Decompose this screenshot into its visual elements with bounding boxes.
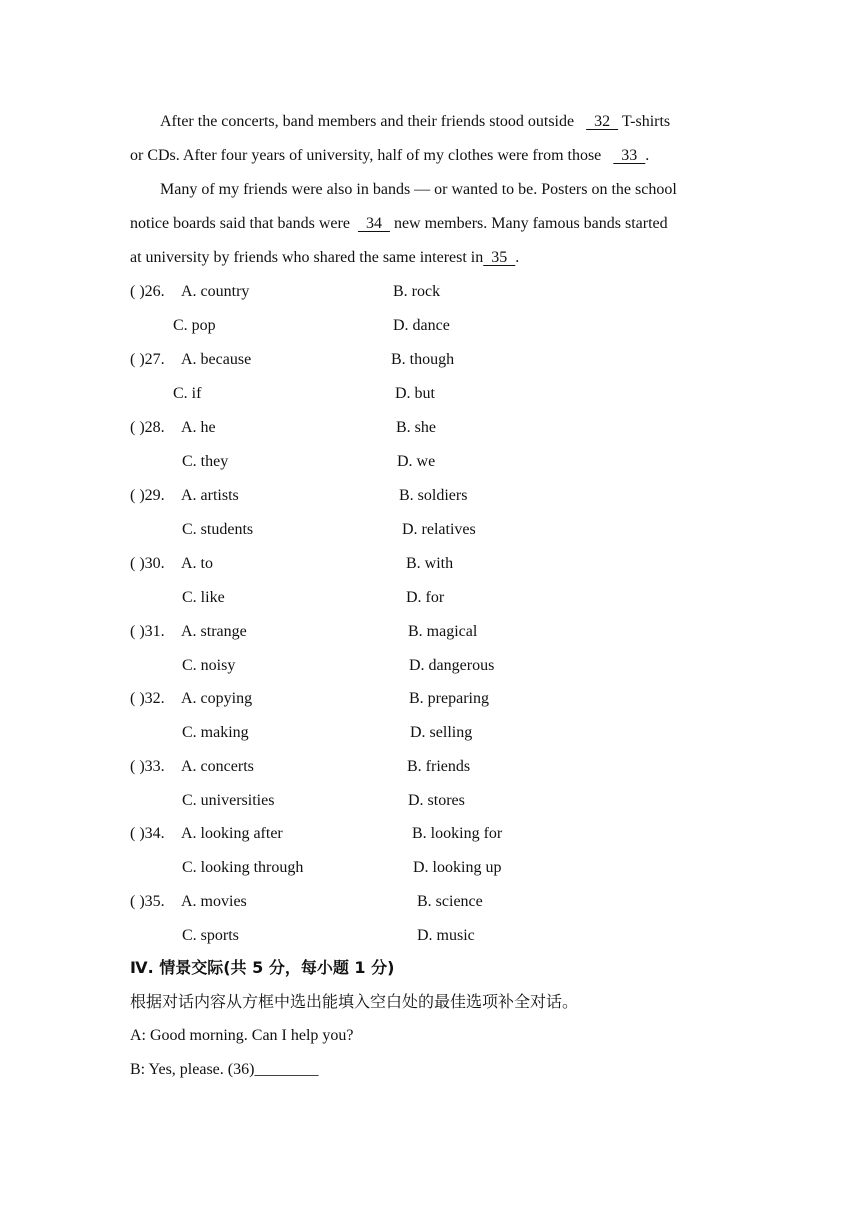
question-33-number: ( )33. — [130, 758, 165, 775]
question-34-option-a: A. looking after — [181, 825, 283, 842]
blank-34: 34 — [357, 215, 390, 232]
question-29-option-c: C. students — [182, 521, 254, 538]
question-30-option-b: B. with — [406, 555, 454, 572]
passage-text: . — [515, 249, 520, 266]
question-32-option-d: D. selling — [410, 724, 473, 741]
question-27-option-a: A. because — [181, 351, 252, 368]
question-32-option-a: A. copying — [181, 690, 253, 707]
passage-text: After the concerts, band members and their friends stood outside — [160, 113, 575, 130]
question-32-option-b: B. preparing — [409, 690, 489, 707]
passage-text: Many of my friends were also in bands — or wanted to be. Posters on the school — [160, 181, 677, 198]
passage-line-4 — [130, 214, 668, 234]
question-31-option-a: A. strange — [181, 623, 247, 640]
section-4-heading: Ⅳ. 情景交际(共 5 分，每小题 1 分) — [130, 958, 395, 977]
passage-line-3 — [160, 180, 677, 200]
question-29-number: ( )29. — [130, 487, 165, 504]
passage-line-1 — [160, 112, 670, 132]
passage-text: . — [645, 147, 650, 164]
question-30-option-d: D. for — [406, 589, 445, 606]
passage-text: or CDs. After four years of university, half of my clothes were from those — [130, 147, 602, 164]
question-27-option-c: C. if — [173, 385, 202, 402]
question-28-option-b: B. she — [396, 419, 436, 436]
question-27-number: ( )27. — [130, 351, 165, 368]
question-26-option-b: B. rock — [393, 283, 441, 300]
question-26-option-d: D. dance — [393, 317, 450, 334]
question-35-number: ( )35. — [130, 893, 165, 910]
passage-text: T-shirts — [621, 113, 671, 130]
question-28-number: ( )28. — [130, 419, 165, 436]
section-4-instruction: 根据对话内容从方框中选出能填入空白处的最佳选项补全对话。 — [130, 992, 579, 1011]
question-32-option-c: C. making — [182, 724, 249, 741]
question-26-number: ( )26. — [130, 283, 165, 300]
blank-32: 32 — [586, 113, 619, 130]
question-34-option-d: D. looking up — [413, 859, 502, 876]
question-31-option-b: B. magical — [408, 623, 478, 640]
question-29-option-b: B. soldiers — [399, 487, 468, 504]
blank-33: 33 — [613, 147, 646, 164]
question-27-option-d: D. but — [395, 385, 435, 402]
question-28-option-d: D. we — [397, 453, 436, 470]
question-26-option-a: A. country — [181, 283, 250, 300]
question-28-option-a: A. he — [181, 419, 216, 436]
question-33-option-a: A. concerts — [181, 758, 254, 775]
dialogue-line-b: B: Yes, please. (36)________ — [130, 1061, 319, 1078]
question-30-number: ( )30. — [130, 555, 165, 572]
question-30-option-c: C. like — [182, 589, 225, 606]
passage-text: notice boards said that bands were — [130, 215, 350, 232]
question-28-option-c: C. they — [182, 453, 229, 470]
passage-text: new members. Many famous bands started — [393, 215, 668, 232]
blank-35: 35 — [483, 249, 516, 266]
question-33-option-b: B. friends — [407, 758, 471, 775]
question-30-option-a: A. to — [181, 555, 213, 572]
question-31-number: ( )31. — [130, 623, 165, 640]
question-33-option-c: C. universities — [182, 792, 275, 809]
question-35-option-c: C. sports — [182, 927, 239, 944]
question-35-option-a: A. movies — [181, 893, 247, 910]
question-29-option-a: A. artists — [181, 487, 239, 504]
question-33-option-d: D. stores — [408, 792, 465, 809]
question-35-option-d: D. music — [417, 927, 475, 944]
question-34-number: ( )34. — [130, 825, 165, 842]
passage-line-2 — [130, 146, 649, 166]
question-29-option-d: D. relatives — [402, 521, 476, 538]
question-32-number: ( )32. — [130, 690, 165, 707]
passage-line-5 — [130, 248, 519, 268]
passage-text: at university by friends who shared the same interest in — [130, 249, 484, 266]
question-27-option-b: B. though — [391, 351, 455, 368]
question-34-option-b: B. looking for — [412, 825, 503, 842]
dialogue-line-a: A: Good morning. Can I help you? — [130, 1027, 354, 1044]
question-31-option-c: C. noisy — [182, 657, 236, 674]
question-31-option-d: D. dangerous — [409, 657, 495, 674]
question-35-option-b: B. science — [417, 893, 483, 910]
question-34-option-c: C. looking through — [182, 859, 304, 876]
question-26-option-c: C. pop — [173, 317, 216, 334]
